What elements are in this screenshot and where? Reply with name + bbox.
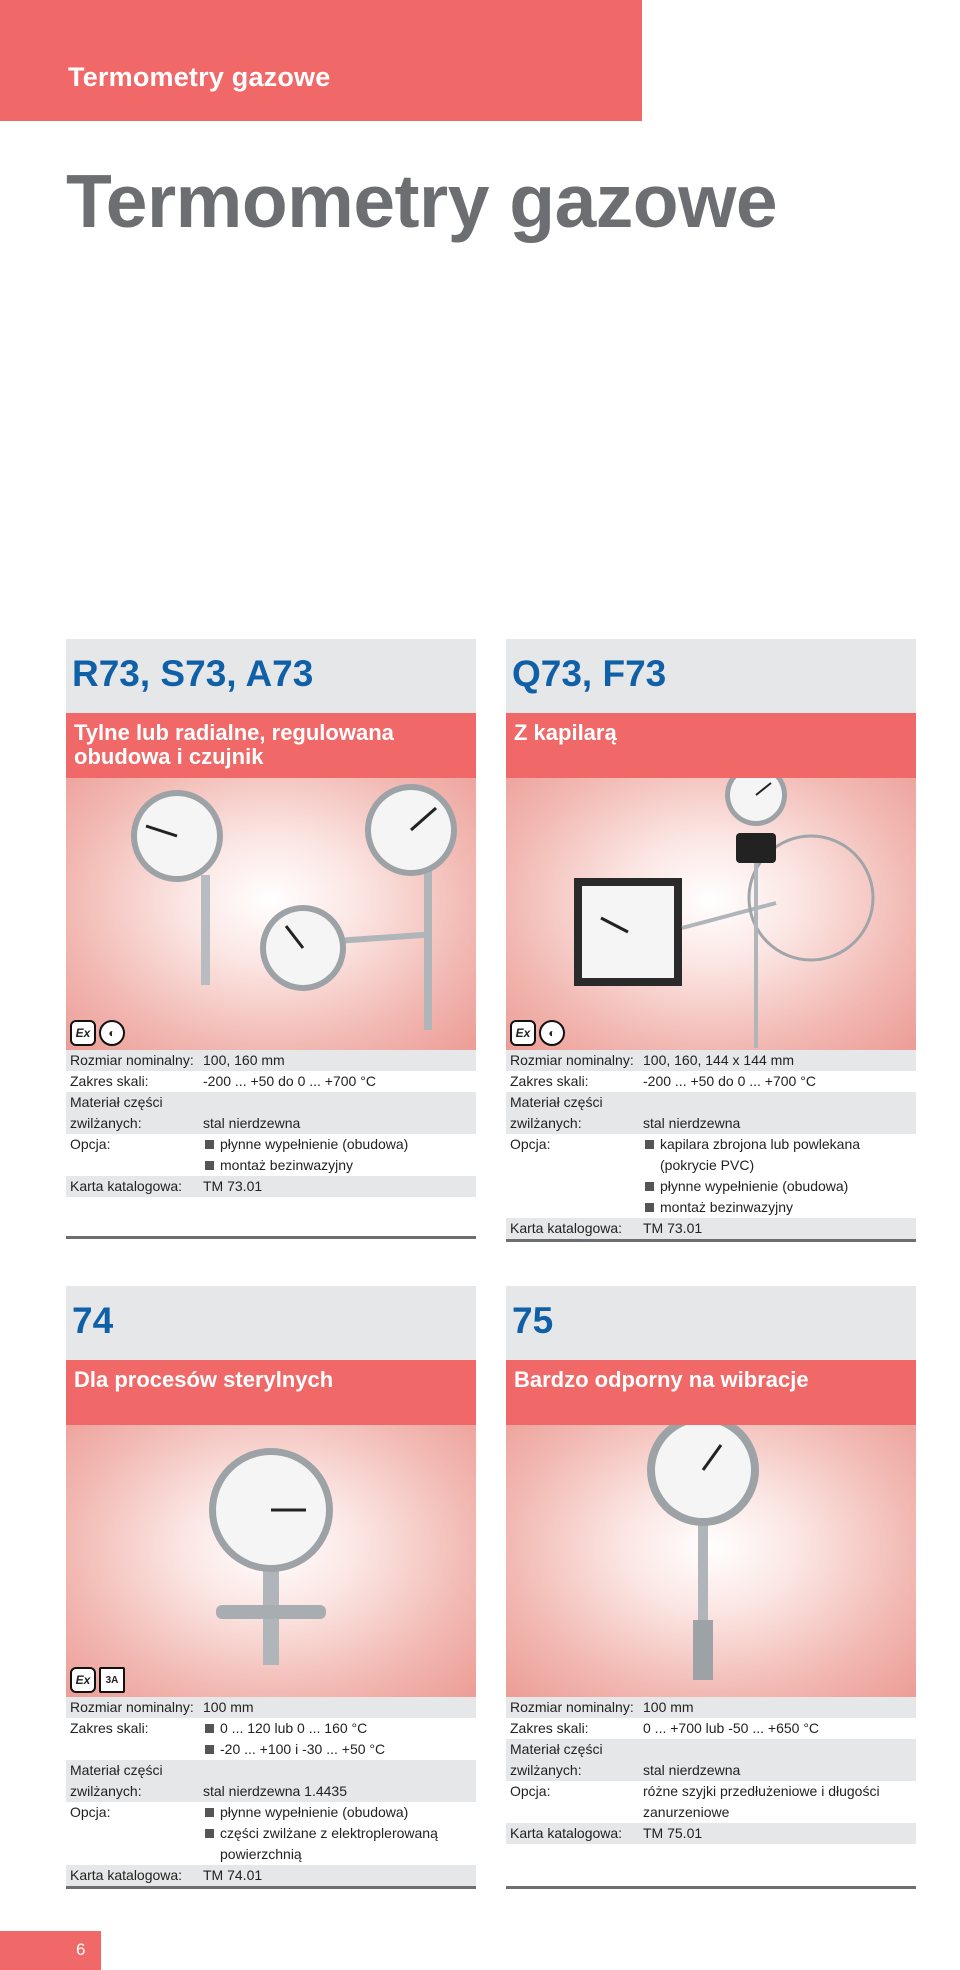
spec-option: płynne wypełnienie (obudowa) [660,1178,849,1194]
ex-icon: Ex [70,1020,96,1046]
spec-size: 100 mm [203,1699,254,1715]
spec-label-material-2: zwilżanych: [510,1115,582,1131]
product-photo [506,1425,916,1697]
spec-label-option: Opcja: [70,1804,111,1820]
spec-option: montaż bezinwazyjny [660,1199,794,1215]
spec-size: 100, 160 mm [203,1052,285,1068]
spec-datasheet: TM 73.01 [203,1178,263,1194]
bullet-icon [205,1745,214,1754]
section-banner [0,0,642,121]
product-card-74 [66,1286,476,1889]
spec-label-range: Zakres skali: [70,1073,149,1089]
spec-label-datasheet: Karta katalogowa: [70,1867,183,1883]
spec-label-material: Materiał części [70,1762,163,1778]
spec-option: płynne wypełnienie (obudowa) [220,1136,409,1152]
product-subtitle: Bardzo odporny na wibracje [506,1360,916,1425]
product-card-r73 [66,639,476,1239]
spec-label-material-2: zwilżanych: [70,1783,142,1799]
product-code: Q73, F73 [512,653,667,694]
product-card-75 [506,1286,916,1889]
spec-label-range: Zakres skali: [510,1720,589,1736]
card-divider [66,1236,476,1239]
spec-label-datasheet: Karta katalogowa: [510,1220,623,1236]
spec-table [506,1697,916,1844]
card-header [506,639,916,713]
spec-label-option: Opcja: [510,1783,551,1799]
gost-icon: ◐ [539,1020,565,1046]
spec-label-material: Materiał części [510,1741,603,1757]
page-number: 6 [76,1940,86,1959]
card-header [66,639,476,713]
spec-datasheet: TM 73.01 [643,1220,703,1236]
bullet-icon [205,1161,214,1170]
spec-datasheet: TM 75.01 [643,1825,703,1841]
product-subtitle: Z kapilarą [506,713,916,778]
bullet-icon [205,1140,214,1149]
spec-label-datasheet: Karta katalogowa: [70,1178,183,1194]
gost-icon: ◐ [99,1020,125,1046]
bullet-icon [205,1829,214,1838]
spec-option: różne szyjki przedłużeniowe i długości [643,1783,880,1799]
spec-material: stal nierdzewna [643,1115,741,1131]
spec-size: 100, 160, 144 x 144 mm [643,1052,794,1068]
product-code: 75 [512,1300,554,1341]
spec-range: 0 ... +700 lub -50 ... +650 °C [643,1720,820,1736]
card-divider [506,1239,916,1242]
product-photo [66,1425,476,1697]
product-code: R73, S73, A73 [72,653,314,694]
page-number-tab [0,1931,101,1970]
spec-material: stal nierdzewna [643,1762,741,1778]
spec-option: kapilara zbrojona lub powlekana [660,1136,861,1152]
spec-label-material: Materiał części [70,1094,163,1110]
spec-option-cont: zanurzeniowe [643,1804,730,1820]
card-divider [66,1886,476,1889]
spec-label-size: Rozmiar nominalny: [510,1052,634,1068]
certification-icons [70,1020,125,1046]
spec-label-option: Opcja: [70,1136,111,1152]
spec-size: 100 mm [643,1699,694,1715]
spec-range: 0 ... 120 lub 0 ... 160 °C [220,1720,368,1736]
spec-option-cont: powierzchnią [220,1846,302,1862]
spec-option: płynne wypełnienie (obudowa) [220,1804,409,1820]
card-header [66,1286,476,1360]
section-label: Termometry gazowe [68,62,331,92]
spec-label-size: Rozmiar nominalny: [70,1052,194,1068]
spec-range: -200 ... +50 do 0 ... +700 °C [203,1073,376,1089]
spec-datasheet: TM 74.01 [203,1867,263,1883]
spec-label-material-2: zwilżanych: [70,1115,142,1131]
card-header [506,1286,916,1360]
product-subtitle: Dla procesów sterylnych [66,1360,476,1425]
spec-label-range: Zakres skali: [510,1073,589,1089]
spec-range: -200 ... +50 do 0 ... +700 °C [643,1073,816,1089]
spec-label-size: Rozmiar nominalny: [510,1699,634,1715]
bullet-icon [645,1140,654,1149]
product-code: 74 [72,1300,114,1341]
spec-label-material: Materiał części [510,1094,603,1110]
ex-icon: Ex [70,1667,96,1693]
spec-material: stal nierdzewna [203,1115,301,1131]
bullet-icon [645,1182,654,1191]
product-photo [506,778,916,1050]
spec-option: części zwilżane z elektroplerowaną [220,1825,438,1841]
card-divider [506,1886,916,1889]
ex-icon: Ex [510,1020,536,1046]
bullet-icon [205,1724,214,1733]
spec-option: montaż bezinwazyjny [220,1157,354,1173]
spec-table [506,1050,916,1239]
spec-range: -20 ... +100 i -30 ... +50 °C [220,1741,386,1757]
spec-label-range: Zakres skali: [70,1720,149,1736]
spec-label-option: Opcja: [510,1136,551,1152]
certification-icons [70,1667,125,1693]
spec-material: stal nierdzewna 1.4435 [203,1783,347,1799]
spec-label-size: Rozmiar nominalny: [70,1699,194,1715]
spec-label-datasheet: Karta katalogowa: [510,1825,623,1841]
bullet-icon [205,1808,214,1817]
page-title: Termometry gazowe [66,159,778,243]
3a-sanitary-icon: 3A [99,1667,125,1693]
certification-icons [510,1020,565,1046]
product-photo [66,778,476,1050]
product-card-q73 [506,639,916,1242]
spec-table [66,1050,476,1197]
spec-label-material-2: zwilżanych: [510,1762,582,1778]
spec-option-cont: (pokrycie PVC) [660,1157,755,1173]
spec-table [66,1697,476,1886]
product-subtitle: Tylne lub radialne, regulowana obudowa i czujnik [66,713,476,778]
bullet-icon [645,1203,654,1212]
